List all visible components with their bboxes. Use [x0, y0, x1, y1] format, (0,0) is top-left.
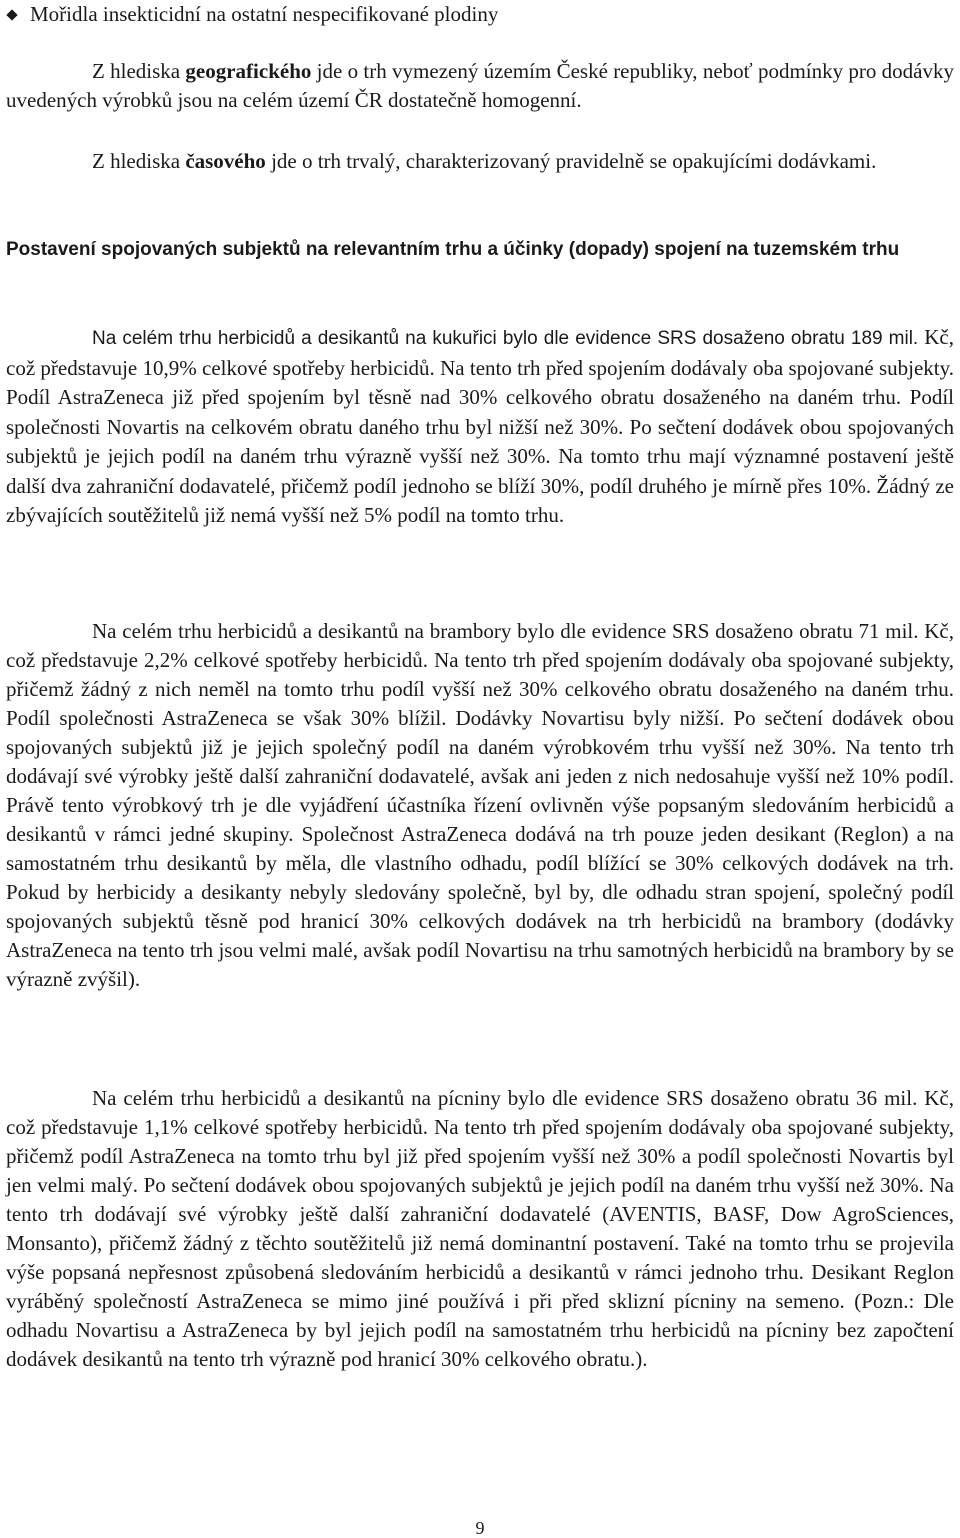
paragraph-text: jde o trh vymezený územím České republiky, neboť podmínky pro dodávky uvedených výrobků jsou na celém území ČR dostatečně homogenní. — [6, 59, 955, 112]
diamond-bullet-icon — [6, 9, 17, 20]
bullet-item — [6, 0, 498, 28]
paragraph-geographic — [6, 57, 954, 115]
paragraph-fodder-crops: Na celém trhu herbicidů a desikantů na pícniny bylo dle evidence SRS dosaženo obratu 36 mil. Kč, což představuje 1,1% celkové spotřeby herbicidů. Na tento trh před spojením dodávaly oba spojované subjekty, přičemž podíl AstraZeneca na tomto trhu byl již před spojením vyšší než 30% a podíl společnosti Novartis byl jen velmi malý. Po sečtení dodávek obou spojovaných subjektů je jejich podíl na daném trhu vyšší než 30%. Na tento trh dodávají své výrobky ještě další zahraniční dodavatelé (AVENTIS, BASF, Dow AgroSciences, Monsanto), přičemž žádný z těchto soutěžitelů již nemá dominantní postavení. Také na tomto trhu se projevila výše popsaná nepřesnost způsobená sledováním herbicidů a desikantů v rámci jednoho trhu. Desikant Reglon vyráběný společností AstraZeneca se mimo jiné používá i při před sklizní pícniny na semeno. (Pozn.: Dle odhadu Novartisu a AstraZeneca by byl jejich podíl na samostatném trhu herbicidů na pícniny bez započtení dodávek desikantů na tento trh výrazně pod hranicí 30% celkového obratu.). — [6, 1086, 954, 1371]
paragraph-text: jde o trh trvalý, charakterizovaný pravidelně se opakujícími dodávkami. — [265, 149, 877, 173]
paragraph-text: Na celém trhu herbicidů a desikantů na kukuřici bylo dle evidence SRS dosaženo obratu 189 mil. — [92, 328, 919, 349]
paragraph-text: Kč, což představuje 10,9% celkové spotřeby herbicidů. Na tento trh před spojením dodávaly oba spojované subjekty. Podíl AstraZeneca již před spojením byl těsně nad 30% celkového obratu dosaženého na daném trhu. Podíl společnosti Novartis na celkovém obratu daného trhu byl nižší než 30%. Po sečtení dodávek obou spojovaných subjektů je jejich podíl na daném trhu výrazně vyšší než 30%. Na tomto trhu mají významné postavení ještě další dva zahraniční dodavatelé, přičemž podíl jednoho se blíží 30%, podíl druhého je mírně přes 10%. Žádný ze zbývajících soutěžitelů již nemá vyšší než 5% podíl na tomto trhu. — [6, 325, 954, 527]
page-number: 9 — [475, 1518, 485, 1538]
paragraph-potatoes: Na celém trhu herbicidů a desikantů na brambory bylo dle evidence SRS dosaženo obratu 71 mil. Kč, což představuje 2,2% celkové spotřeby herbicidů. Na tento trh před spojením dodávaly oba spojované subjekty, přičemž žádný z nich neměl na tomto trhu podíl vyšší než 30% celkového obratu dosaženého na daném trhu. Podíl společnosti AstraZeneca se však 30% blížil. Dodávky Novartisu byly nižší. Po sečtení dodávek obou spojovaných subjektů již je jejich společný podíl na daném výrobkovém trhu vyšší než 30%. Na tento trh dodávají své výrobky ještě další zahraniční dodavatelé, avšak ani jeden z nich nedosahuje vyšší než 10% podíl. Právě tento výrobkový trh je dle vyjádření účastníka řízení ovlivněn výše popsaným sledováním herbicidů a desikantů v rámci jedné skupiny. Společnost AstraZeneca dodává na trh pouze jeden desikant (Reglon) a na samostatném trhu desikantů by měla, dle vlastního odhadu, podíl blížící se 30% celkových dodávek na trh. Pokud by herbicidy a desikanty nebyly sledovány společně, byl by, dle odhadu stran spojení, společný podíl spojovaných subjektů těsně pod hranicí 30% celkových dodávek na trh herbicidů na brambory (dodávky AstraZeneca na tento trh jsou velmi malé, avšak podíl Novartisu na trhu samotných herbicidů na brambory by se výrazně zvýšil). — [6, 619, 954, 991]
bullet-text: Mořidla insekticidní na ostatní nespecifikované plodiny — [30, 2, 499, 26]
section-heading: Postavení spojovaných subjektů na relevantním trhu a účinky (dopady) spojení na tuzemském trhu — [6, 239, 900, 260]
bold-term: geografického — [185, 59, 312, 83]
paragraph-text: Z hlediska — [92, 149, 186, 173]
paragraph-corn — [6, 323, 954, 531]
bold-term: časového — [185, 149, 266, 173]
paragraph-temporal — [6, 147, 954, 176]
paragraph-text: Z hlediska — [92, 59, 186, 83]
